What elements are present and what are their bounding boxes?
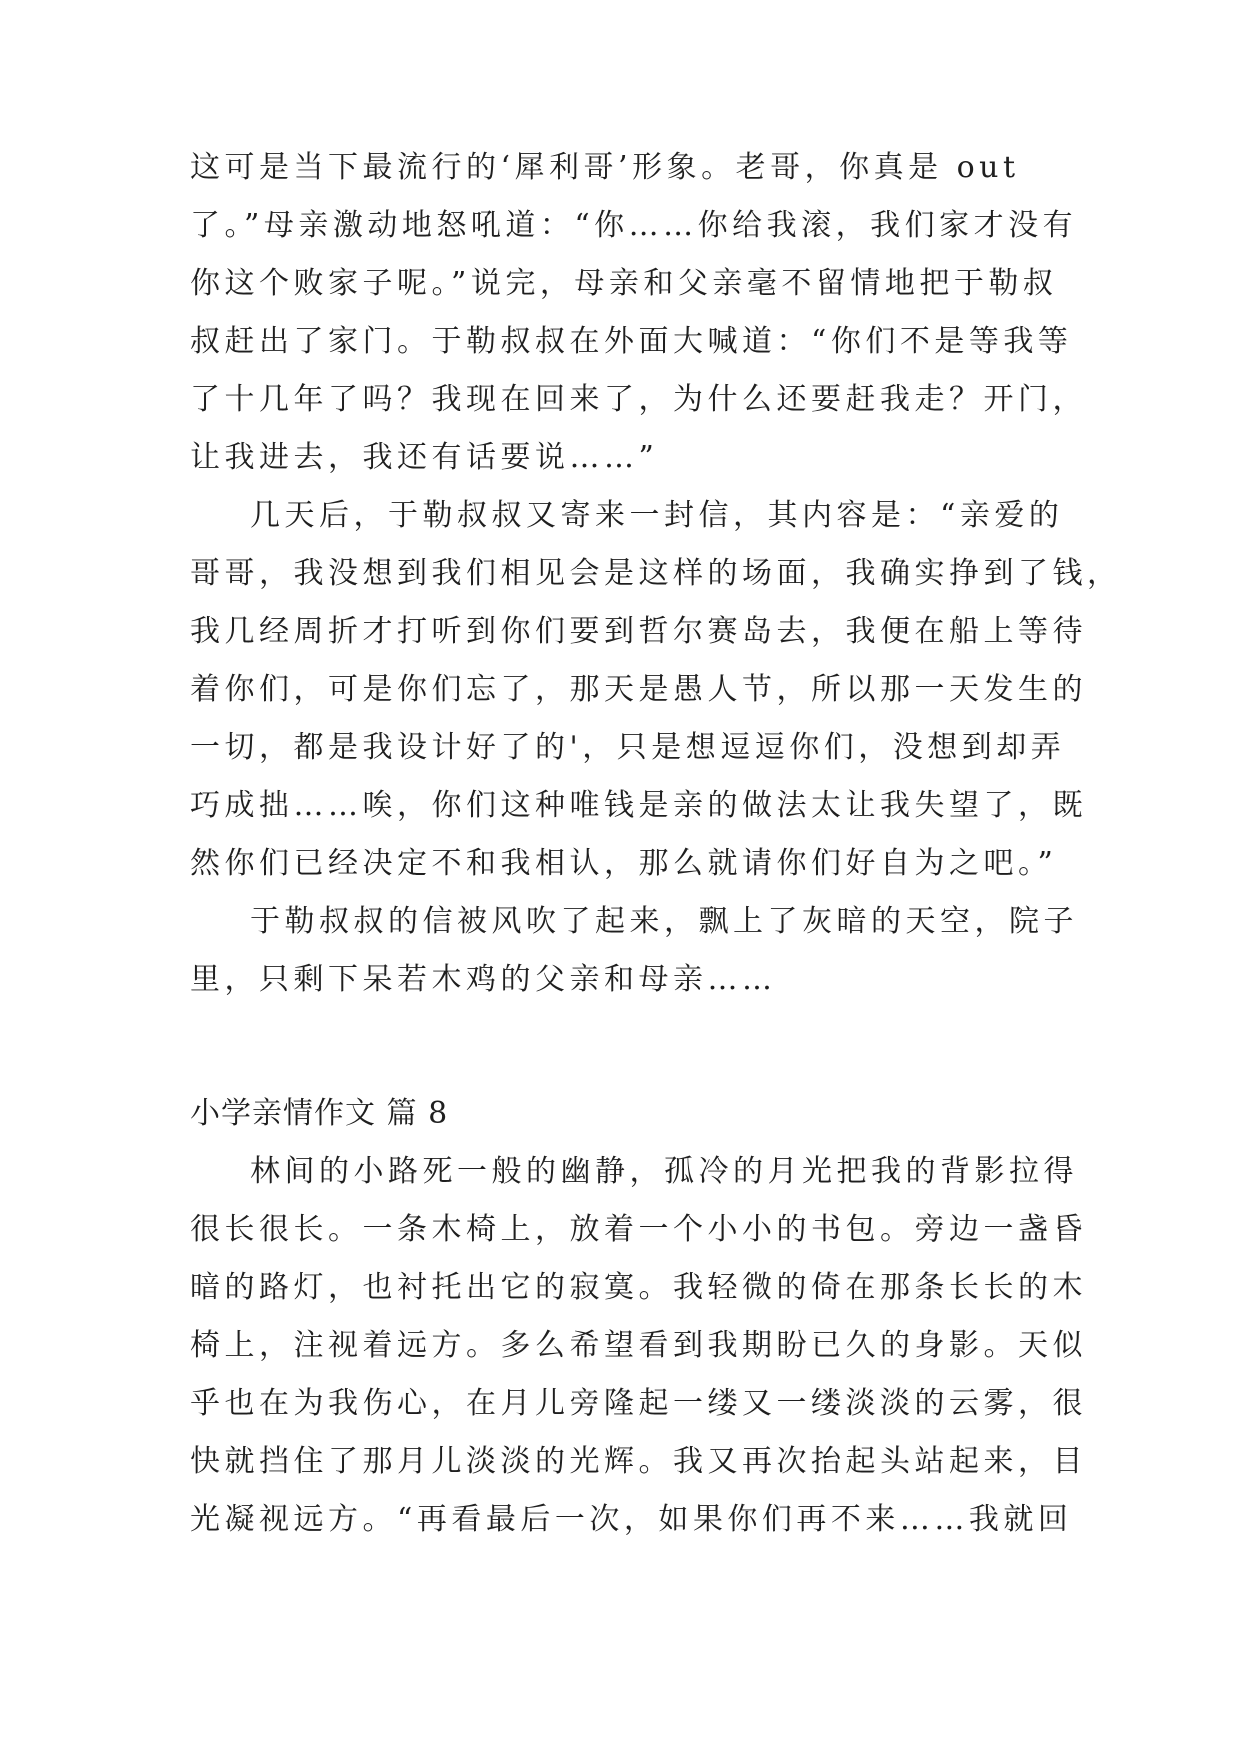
paragraph-1-line-4: 叔赶出了家门。于勒叔叔在外面大喊道：“你们不是等我等 [190,324,1073,359]
paragraph-1-line-2: 了。”母亲激动地怒吼道：“你……你给我滚，我们家才没有 [190,208,1078,243]
paragraph-2-line-2: 哥哥，我没想到我们相见会是这样的场面，我确实挣到了钱， [190,556,1122,591]
section-heading: 小学亲情作文 篇 8 [190,1096,449,1131]
paragraph-2-line-1: 几天后，于勒叔叔又寄来一封信，其内容是：“亲爱的 [250,498,1064,533]
paragraph-4-line-4: 椅上，注视着远方。多么希望看到我期盼已久的身影。天似 [190,1328,1087,1363]
paragraph-4-line-7: 光凝视远方。“再看最后一次，如果你们再不来……我就回 [190,1502,1073,1537]
paragraph-4-line-2: 很长很长。一条木椅上，放着一个小小的书包。旁边一盏昏 [190,1212,1087,1247]
paragraph-4-line-5: 乎也在为我伤心，在月儿旁隆起一缕又一缕淡淡的云雾，很 [190,1386,1087,1421]
paragraph-2-line-3: 我几经周折才打听到你们要到哲尔赛岛去，我便在船上等待 [190,614,1087,649]
paragraph-1-line-1: 这可是当下最流行的‘犀利哥’形象。老哥，你真是 out [190,150,1020,185]
paragraph-2-line-6: 巧成拙……唉，你们这种唯钱是亲的做法太让我失望了，既 [190,788,1087,823]
paragraph-4-line-1: 林间的小路死一般的幽静，孤冷的月光把我的背影拉得 [250,1154,1078,1189]
paragraph-2-line-7: 然你们已经决定不和我相认，那么就请你们好自为之吧。” [190,846,1058,881]
paragraph-1-line-5: 了十几年了吗？我现在回来了，为什么还要赶我走？开门， [190,382,1087,417]
paragraph-2-line-4: 着你们，可是你们忘了，那天是愚人节，所以那一天发生的 [190,672,1087,707]
paragraph-1-line-6: 让我进去，我还有话要说……” [190,440,659,475]
paragraph-3-line-2: 里，只剩下呆若木鸡的父亲和母亲…… [190,962,777,997]
paragraph-4-line-6: 快就挡住了那月儿淡淡的光辉。我又再次抬起头站起来，目 [190,1444,1087,1479]
paragraph-2-line-5: 一切，都是我设计好了的'，只是想逗逗你们，没想到却弄 [190,730,1066,765]
paragraph-1-line-3: 你这个败家子呢。”说完，母亲和父亲毫不留情地把于勒叔 [190,266,1058,301]
paragraph-4-line-3: 暗的路灯，也衬托出它的寂寞。我轻微的倚在那条长长的木 [190,1270,1087,1305]
paragraph-3-line-1: 于勒叔叔的信被风吹了起来，飘上了灰暗的天空，院子 [250,904,1078,939]
